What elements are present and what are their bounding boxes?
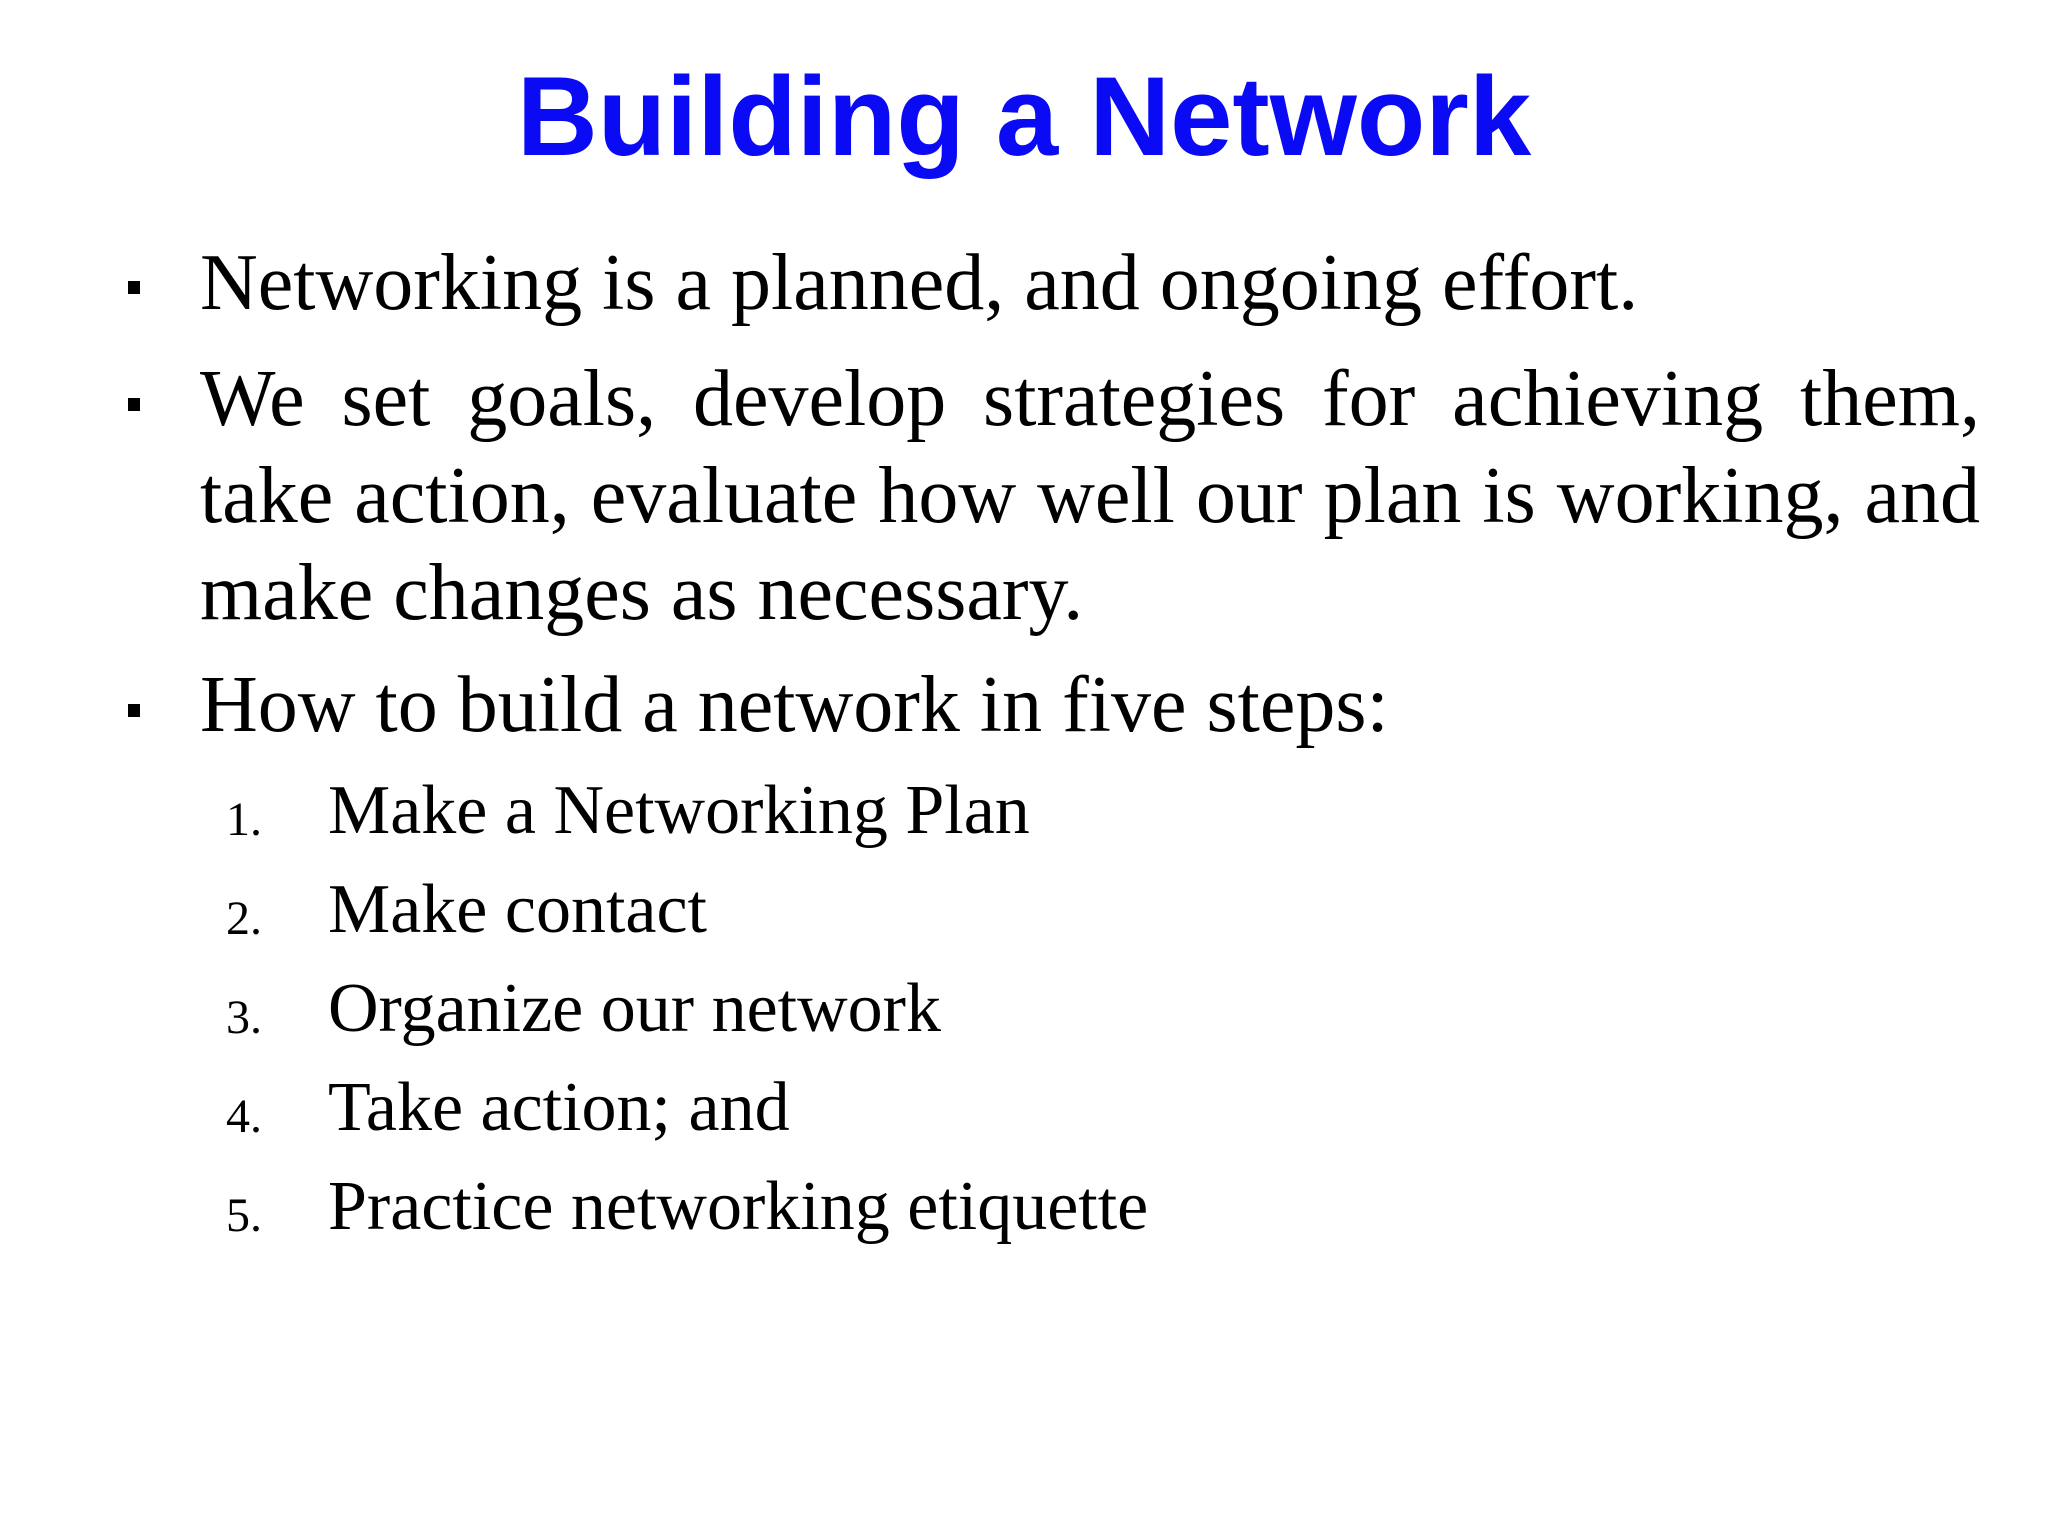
step-number: 3. bbox=[226, 991, 262, 1044]
bullet-item: We set goals, develop strategies for achieving them, take action, evaluate how well our plan is working, and make changes as necessary. bbox=[200, 355, 1980, 637]
slide-title: Building a Network bbox=[516, 54, 1532, 179]
step-number: 4. bbox=[226, 1090, 262, 1143]
bullet-item: Networking is a planned, and ongoing effort. bbox=[200, 239, 1639, 327]
step-text: Organize our network bbox=[328, 970, 941, 1047]
square-bullet-icon bbox=[128, 704, 140, 717]
step-text: Practice networking etiquette bbox=[328, 1168, 1149, 1245]
step-number: 5. bbox=[226, 1189, 262, 1242]
square-bullet-icon bbox=[128, 398, 140, 411]
step-number: 1. bbox=[226, 793, 262, 846]
step-text: Make contact bbox=[328, 871, 707, 948]
bullet-item: How to build a network in five steps: bbox=[200, 661, 1389, 749]
step-text: Take action; and bbox=[328, 1069, 790, 1146]
step-text: Make a Networking Plan bbox=[328, 772, 1030, 849]
step-number: 2. bbox=[226, 892, 262, 945]
square-bullet-icon bbox=[128, 281, 140, 294]
